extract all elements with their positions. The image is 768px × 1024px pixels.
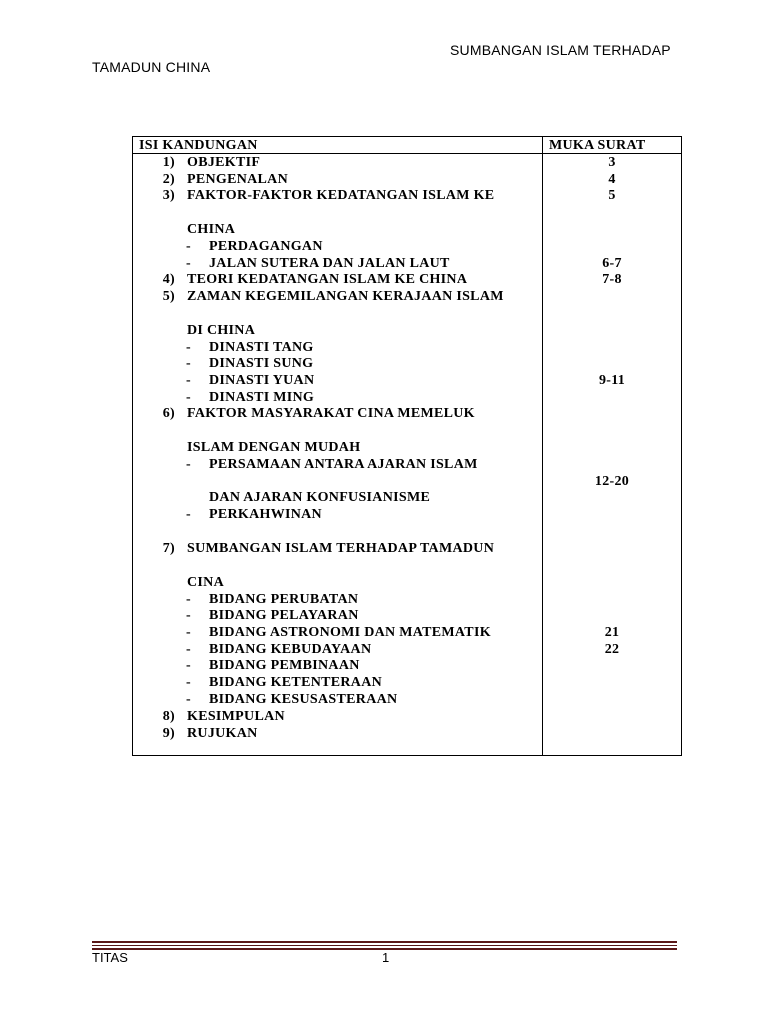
toc-row-page: 9-11 <box>598 373 626 388</box>
toc-row-text: DINASTI MING <box>209 390 315 405</box>
toc-row-number: 2) <box>162 172 175 187</box>
toc-row-page: 3 <box>608 155 616 170</box>
toc-row-text: JALAN SUTERA DAN JALAN LAUT <box>209 256 450 271</box>
toc-row-page: 6-7 <box>602 256 622 271</box>
toc-row-text: FAKTOR MASYARAKAT CINA MEMELUK <box>187 406 475 421</box>
footer-label: TITAS <box>92 950 128 965</box>
toc-row-text: SUMBANGAN ISLAM TERHADAP TAMADUN <box>187 541 495 556</box>
toc-row-text: DINASTI TANG <box>209 340 314 355</box>
toc-row-number: 3) <box>162 188 175 203</box>
page-number: 1 <box>382 950 390 965</box>
toc-row-number: 7) <box>162 541 175 556</box>
column-divider <box>542 137 543 755</box>
toc-row-text: ZAMAN KEGEMILANGAN KERAJAAN ISLAM <box>187 289 504 304</box>
table-of-contents <box>132 136 682 756</box>
header-right-title: SUMBANGAN ISLAM TERHADAP <box>450 42 671 58</box>
toc-row-number: 9) <box>162 726 175 741</box>
toc-row-number: - <box>186 658 191 673</box>
toc-row-number: - <box>186 625 191 640</box>
toc-row-text: PENGENALAN <box>187 172 289 187</box>
toc-row-number: 4) <box>162 272 175 287</box>
toc-row-text: ISLAM DENGAN MUDAH <box>187 440 361 455</box>
toc-row-page: 5 <box>608 188 616 203</box>
toc-row-number: 1) <box>162 155 175 170</box>
toc-row-number: - <box>186 390 191 405</box>
toc-row-text: OBJEKTIF <box>187 155 261 170</box>
toc-row-number: 5) <box>162 289 175 304</box>
toc-row-text: DI CHINA <box>187 323 256 338</box>
toc-row-number: - <box>186 592 191 607</box>
toc-row-text: PERSAMAAN ANTARA AJARAN ISLAM <box>209 457 478 472</box>
toc-row-number: - <box>186 457 191 472</box>
toc-row-text: DINASTI SUNG <box>209 356 314 371</box>
col-header-page: MUKA SURAT <box>549 138 646 153</box>
toc-row-number: - <box>186 675 191 690</box>
toc-row-page: 22 <box>604 642 620 657</box>
toc-row-text: BIDANG KESUSASTERAAN <box>209 692 398 707</box>
toc-row-number: - <box>186 356 191 371</box>
toc-row-number: - <box>186 340 191 355</box>
toc-row-text: BIDANG KETENTERAAN <box>209 675 383 690</box>
toc-row-text: KESIMPULAN <box>187 709 285 724</box>
toc-row-number: - <box>186 507 191 522</box>
footer-rule <box>92 941 677 943</box>
toc-row-text: CINA <box>187 575 224 590</box>
toc-row-page: 12-20 <box>594 474 630 489</box>
toc-row-text: BIDANG PEMBINAAN <box>209 658 360 673</box>
toc-row-number: - <box>186 256 191 271</box>
col-header-contents: ISI KANDUNGAN <box>139 138 258 153</box>
toc-row-page: 4 <box>608 172 616 187</box>
toc-row-text: BIDANG PERUBATAN <box>209 592 359 607</box>
toc-row-number: 6) <box>162 406 175 421</box>
toc-row-number: - <box>186 373 191 388</box>
toc-row-text: DAN AJARAN KONFUSIANISME <box>209 490 431 505</box>
toc-row-text: PERDAGANGAN <box>209 239 323 254</box>
toc-row-text: BIDANG PELAYARAN <box>209 608 359 623</box>
footer-rule <box>92 945 677 946</box>
toc-row-number: - <box>186 608 191 623</box>
toc-row-page: 21 <box>604 625 620 640</box>
toc-row-text: PERKAHWINAN <box>209 507 322 522</box>
toc-row-text: CHINA <box>187 222 236 237</box>
toc-row-number: - <box>186 692 191 707</box>
toc-row-text: DINASTI YUAN <box>209 373 315 388</box>
toc-row-text: RUJUKAN <box>187 726 258 741</box>
toc-row-number: - <box>186 239 191 254</box>
toc-row-number: - <box>186 642 191 657</box>
toc-row-text: BIDANG ASTRONOMI DAN MATEMATIK <box>209 625 491 640</box>
toc-row-text: BIDANG KEBUDAYAAN <box>209 642 372 657</box>
toc-row-text: TEORI KEDATANGAN ISLAM KE CHINA <box>187 272 468 287</box>
toc-row-number: 8) <box>162 709 175 724</box>
toc-row-text: FAKTOR-FAKTOR KEDATANGAN ISLAM KE <box>187 188 495 203</box>
header-left-title: TAMADUN CHINA <box>92 59 211 75</box>
toc-row-page: 7-8 <box>602 272 622 287</box>
